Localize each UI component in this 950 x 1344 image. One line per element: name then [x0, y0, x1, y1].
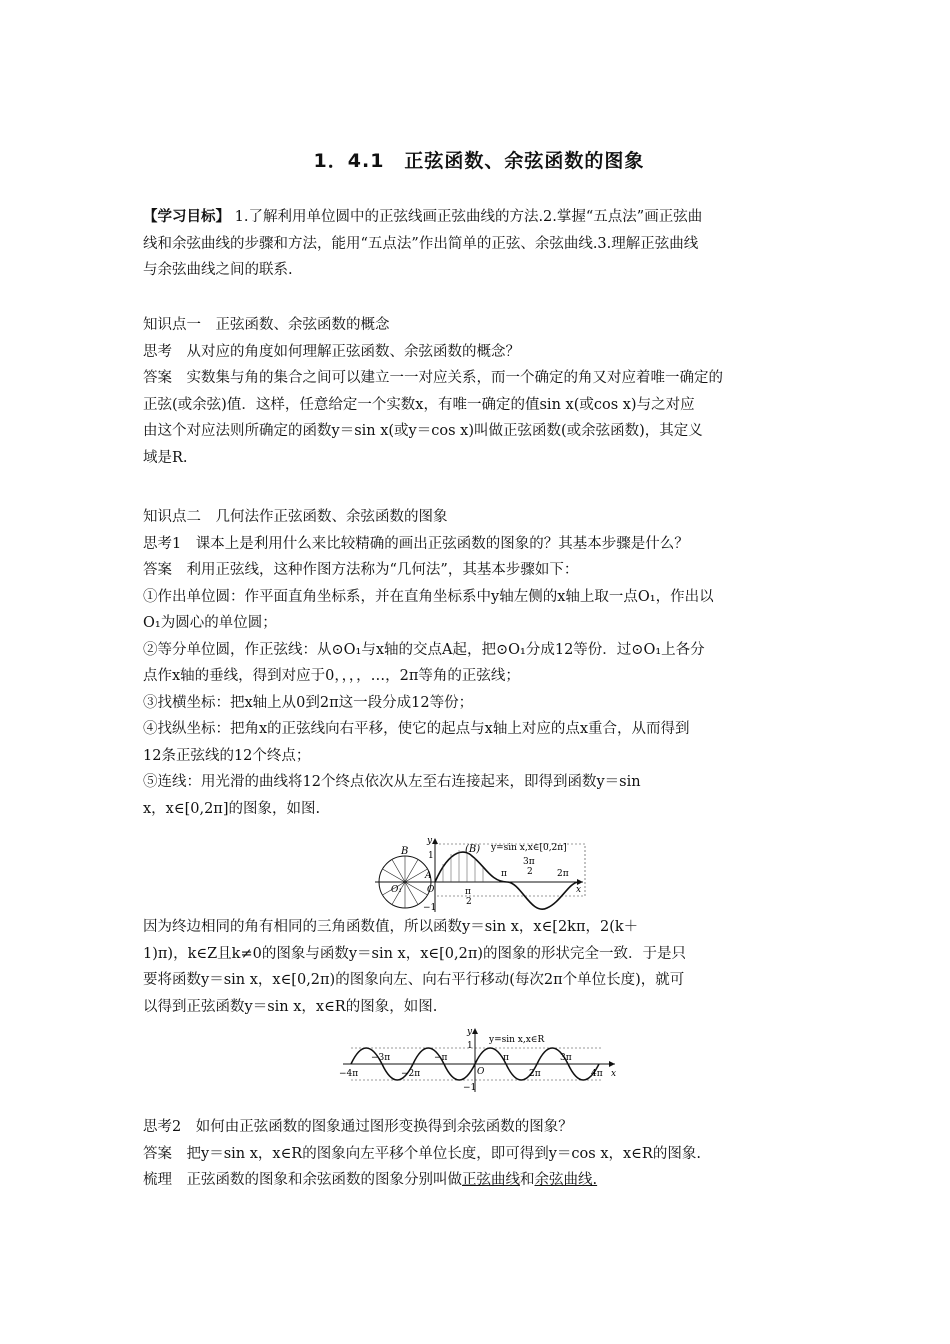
label-B: B [401, 846, 409, 857]
knowledge-point-2: 知识点二 几何法作正弦函数、余弦函数的图象 思考1 课本上是利用什么来比较精确的画出正弦函数的图象的？其基本步骤是什么？ 答案 利用正弦线，这种作图方法称为“几何法”，其基本步骤如下： ①作出单位圆：作平面直角坐标系，并在直角坐标系中y轴左侧的x轴上取一点O₁，作出以 O₁为圆心的单位圆； ②等分单位圆，作正弦线：从⊙O₁与x轴的交点A起，把⊙O₁分成12等份．过⊙O₁上各分 点作x轴的垂线，得到对应于0，，，，…，2π等角的正弦线； ③找横坐标：把x轴上从0到2π这一段分成12等份； ④找纵坐标：把角x的正弦线向右平移，使它的起点与x轴上对应的点x重合，从而得到 12条正弦线的12个终点； ⑤连线：用光滑的曲线将12个终点依次从左至右连接起来，即得到函数y＝sin x，x∈[0,2π]的图象，如图. [143, 504, 815, 822]
tick-label-pi: π [503, 1053, 509, 1063]
tick-label-pi: π [501, 869, 507, 879]
figure1-function-label: y=sin x,x∈[0,2π] [491, 843, 567, 853]
tick-label-pi-half-den: 2 [466, 897, 472, 907]
y-axis-label: y [467, 1027, 473, 1037]
tick-label-3pi-half-den: 2 [527, 867, 533, 877]
label-O1: O₁ [391, 885, 402, 895]
k2-answer2: 答案 把y＝sin x，x∈R的图象向左平移个单位长度，即可得到y＝cos x，x∈R的图象. [143, 1145, 701, 1162]
page-title: 1．4.1 正弦函数、余弦函数的图象 [313, 150, 645, 172]
tick-label-3pi: 3π [560, 1053, 572, 1063]
tick-label-minus-1: −1 [423, 903, 437, 913]
y-axis-label: y [427, 836, 433, 846]
tick-label-2pi: 2π [529, 1069, 541, 1079]
label-A: A [425, 871, 432, 881]
label-origin: O [477, 1067, 485, 1077]
label-B-prime: (B) [465, 844, 481, 855]
k2-heading: 知识点二 几何法作正弦函数、余弦函数的图象 [143, 509, 448, 525]
sine-curve-figure [339, 1026, 629, 1094]
x-axis-label: x [576, 885, 582, 895]
term-sine-curve: 正弦曲线 [462, 1172, 520, 1188]
tick-label-minus-pi: −π [434, 1053, 448, 1063]
sine-curve [435, 852, 582, 909]
tick-label-minus-1: −1 [463, 1083, 477, 1093]
figure2-function-label: y=sin x,x∈R [489, 1035, 545, 1045]
periodic-extension-paragraph: 因为终边相同的角有相同的三角函数值，所以函数y＝sin x，x∈[2kπ，2(k＋ 1)π)，k∈Z且k≠0的图象与函数y＝sin x，x∈[0,2π)的图象的形状完全一致．于是只 要将函数y＝sin x，x∈[0,2π)的图象向左、向右平行移动(每次2π个单位长度)，就可 以得到正弦函数y＝sin x，x∈R的图象，如图. [143, 919, 687, 1015]
tick-label-minus-3pi: −3π [371, 1053, 391, 1063]
x-axis-arrow [609, 1061, 615, 1067]
term-cosine-curve: 余弦曲线. [534, 1172, 598, 1188]
k1-heading: 知识点一 正弦函数、余弦函数的概念 [143, 317, 390, 333]
label-origin: O [427, 885, 435, 895]
y-axis-arrow [432, 838, 438, 844]
learning-objectives: 【学习目标】 1.了解利用单位圆中的正弦线画正弦曲线的方法.2.掌握“五点法”画正弦曲 线和余弦曲线的步骤和方法，能用“五点法”作出简单的正弦、余弦曲线.3.理解正弦曲线 与余弦曲线之间的联系. [143, 209, 703, 278]
tick-label-pi-half-num: π [465, 887, 471, 897]
y-axis-arrow [472, 1028, 478, 1034]
tick-label-minus-4pi: −4π [339, 1069, 359, 1079]
tick-label-minus-2pi: −2π [401, 1069, 421, 1079]
tick-label-3pi-half-num: 3π [523, 857, 535, 867]
tick-label-4pi: 4π [591, 1069, 603, 1079]
k2-think2: 思考2 如何由正弦函数的图象通过图形变换得到余弦函数的图象？ [143, 1119, 573, 1135]
k2-summary: 梳理 正弦函数的图象和余弦函数的图象分别叫做正弦曲线和余弦曲线. [143, 1172, 598, 1188]
x-axis-label: x [611, 1069, 617, 1079]
tick-label-1: 1 [467, 1041, 473, 1051]
knowledge-point-1: 知识点一 正弦函数、余弦函数的概念 思考 从对应的角度如何理解正弦函数、余弦函数的概念？ 答案 实数集与角的集合之间可以建立一一对应关系，而一个确定的角又对应着唯一确定的 正弦(或余弦)值．这样，任意给定一个实数x，有唯一确定的值sin x(或cos x)与之对应 由这个对应法则所确定的函数y＝sin x(或y＝cos x)叫做正弦函数(或余弦函数)，其定义 域是R. [143, 312, 815, 471]
think-2-section [143, 1114, 815, 1194]
objectives-label: 【学习目标】 [143, 209, 230, 225]
tick-label-1: 1 [428, 851, 434, 861]
sine-construction-figure [371, 836, 591, 914]
k1-think: 思考 从对应的角度如何理解正弦函数、余弦函数的概念？ [143, 343, 520, 360]
k2-think1: 思考1 课本上是利用什么来比较精确的画出正弦函数的图象的？其基本步骤是什么？ [143, 535, 689, 552]
tick-label-2pi: 2π [557, 869, 569, 879]
